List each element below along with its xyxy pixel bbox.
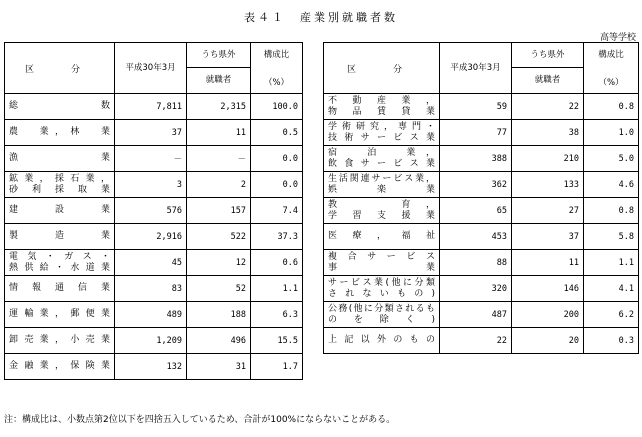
year-header: 平成30年3月 (115, 43, 187, 94)
ratio-cell: 0.3 (584, 328, 639, 354)
ratio-cell: 7.4 (251, 198, 303, 224)
industry-label (5, 94, 115, 120)
ratio-cell: 4.6 (584, 172, 639, 198)
total-cell: 83 (115, 276, 187, 302)
table-row (324, 198, 639, 224)
industry-label (324, 276, 440, 302)
right-table-body (324, 94, 639, 354)
industry-label (324, 302, 440, 328)
ratio-cell: 0.5 (251, 120, 303, 146)
total-cell: 487 (440, 302, 512, 328)
industry-label-line: 事 業 (328, 262, 435, 273)
industry-label-line: 複合サービス (328, 251, 435, 262)
outside-pref-cell: 2,315 (187, 94, 251, 120)
total-cell: 2,916 (115, 224, 187, 250)
total-cell: 59 (440, 94, 512, 120)
category-header: 区 分 (5, 43, 115, 94)
ratio-cell: 1.1 (251, 276, 303, 302)
left-table (4, 42, 303, 380)
table-row (5, 146, 303, 172)
industry-label (324, 120, 440, 146)
industry-label (324, 94, 440, 120)
right-table (323, 42, 639, 354)
table-row (5, 198, 303, 224)
outside-pref-cell: 496 (187, 328, 251, 354)
outside-pref-cell: 210 (512, 146, 584, 172)
ratio-cell: 4.1 (584, 276, 639, 302)
outside-pref-cell: 146 (512, 276, 584, 302)
total-cell: 320 (440, 276, 512, 302)
industry-label (5, 120, 115, 146)
table-row (5, 354, 303, 380)
outside-pref-header (187, 43, 251, 94)
total-cell: 3 (115, 172, 187, 198)
industry-label-line: 物品賃貸業 (328, 106, 435, 117)
ratio-cell: 6.2 (584, 302, 639, 328)
total-cell: 1,209 (115, 328, 187, 354)
category-header: 区 分 (324, 43, 440, 94)
outside-pref-cell: 22 (512, 94, 584, 120)
industry-label-line: 娯 楽 業 (328, 184, 435, 195)
industry-label-line: 金融業，保険業 (9, 361, 110, 371)
table-row (324, 94, 639, 120)
ratio-header-top: 構成比 (263, 50, 290, 60)
ratio-cell: 5.8 (584, 224, 639, 250)
industry-label (5, 276, 115, 302)
total-cell: － (115, 146, 187, 172)
outside-pref-cell: 31 (187, 354, 251, 380)
industry-label-line: 公務(他に分類されるも (328, 303, 435, 314)
industry-label-line: 学術研究，専門・ (328, 121, 435, 132)
total-cell: 576 (115, 198, 187, 224)
industry-label (324, 146, 440, 172)
table-row (324, 224, 639, 250)
outside-pref-cell: 2 (187, 172, 251, 198)
industry-label (324, 328, 440, 354)
table-row (324, 276, 639, 302)
outside-pref-cell: 188 (187, 302, 251, 328)
industry-label-line: 鉱業，採石業， (9, 173, 110, 184)
outside-pref-cell: 27 (512, 198, 584, 224)
industry-label (5, 172, 115, 198)
outside-pref-header-top: うち県外 (512, 43, 583, 68)
ratio-cell: 0.0 (251, 146, 303, 172)
table-row (324, 120, 639, 146)
industry-label-line: 宿 泊 業， (328, 147, 435, 158)
total-cell: 132 (115, 354, 187, 380)
outside-pref-cell: 200 (512, 302, 584, 328)
ratio-cell: 0.8 (584, 198, 639, 224)
industry-label-line: 飲食サービス業 (328, 158, 435, 169)
left-table-body (5, 94, 303, 380)
outside-pref-header-bottom: 就職者 (534, 75, 561, 85)
industry-label-line: 医療，福祉 (328, 231, 435, 241)
ratio-cell: 5.0 (584, 146, 639, 172)
industry-label-line: 卸売業，小売業 (9, 335, 110, 345)
total-cell: 388 (440, 146, 512, 172)
industry-label-line: 農 業，林 業 (9, 127, 110, 137)
industry-label (5, 146, 115, 172)
total-cell: 65 (440, 198, 512, 224)
table-row (5, 120, 303, 146)
table-row (5, 94, 303, 120)
industry-label-line: 総 数 (9, 101, 110, 111)
total-cell: 453 (440, 224, 512, 250)
left-header-row (5, 43, 303, 94)
ratio-cell: 1.7 (251, 354, 303, 380)
outside-pref-cell: 157 (187, 198, 251, 224)
industry-label (5, 250, 115, 276)
ratio-cell: 0.8 (584, 94, 639, 120)
table-row (324, 328, 639, 354)
industry-label (5, 198, 115, 224)
industry-label (324, 224, 440, 250)
ratio-header-top: 構成比 (598, 50, 624, 60)
industry-label-line: のを除く) (328, 314, 435, 325)
industry-label (5, 302, 115, 328)
outside-pref-header-top: うち県外 (187, 43, 250, 68)
right-header-row (324, 43, 639, 94)
table-title: 表４１ 産業別就職者数 (244, 11, 398, 24)
ratio-cell: 0.6 (251, 250, 303, 276)
industry-label-line: 熱供給・水道業 (9, 262, 110, 273)
industry-label (324, 172, 440, 198)
outside-pref-header (512, 43, 584, 94)
footnote: 注：構成比は、小数点第2位以下を四捨五入しているため、合計が100%にならないことがある。 (4, 415, 396, 425)
outside-pref-cell: 52 (187, 276, 251, 302)
ratio-header-bottom: （%） (598, 78, 624, 88)
ratio-cell: 1.0 (584, 120, 639, 146)
table-row (5, 172, 303, 198)
total-cell: 489 (115, 302, 187, 328)
industry-label-line: 生活関連サービス業， (328, 173, 435, 184)
industry-label-line: 情報通信業 (9, 283, 110, 293)
industry-label-line: 不動産業， (328, 95, 435, 106)
ratio-cell: 6.3 (251, 302, 303, 328)
ratio-header-bottom: （%） (263, 78, 290, 88)
outside-pref-cell: 11 (512, 250, 584, 276)
outside-pref-cell: 133 (512, 172, 584, 198)
industry-label-line: 運輸業，郵便業 (9, 309, 110, 319)
outside-pref-cell: 37 (512, 224, 584, 250)
industry-label-line: 教 育， (328, 199, 435, 210)
table-row (324, 250, 639, 276)
total-cell: 362 (440, 172, 512, 198)
table-row (5, 224, 303, 250)
ratio-cell: 0.0 (251, 172, 303, 198)
total-cell: 22 (440, 328, 512, 354)
industry-label (5, 354, 115, 380)
table-row (5, 302, 303, 328)
ratio-header (251, 43, 303, 94)
outside-pref-cell: 522 (187, 224, 251, 250)
outside-pref-cell: 20 (512, 328, 584, 354)
total-cell: 77 (440, 120, 512, 146)
table-row (324, 146, 639, 172)
outside-pref-cell: － (187, 146, 251, 172)
industry-label-line: 電気・ガス・ (9, 251, 110, 262)
industry-label-line: 上記以外のもの (328, 335, 435, 345)
outside-pref-header-bottom: 就職者 (205, 75, 232, 85)
year-header: 平成30年3月 (440, 43, 512, 94)
table-row (5, 250, 303, 276)
industry-label (324, 198, 440, 224)
ratio-cell: 37.3 (251, 224, 303, 250)
total-cell: 7,811 (115, 94, 187, 120)
table-row (324, 172, 639, 198)
table-row (5, 328, 303, 354)
table-row (5, 276, 303, 302)
ratio-cell: 100.0 (251, 94, 303, 120)
industry-label-line: 建 設 業 (9, 205, 110, 215)
industry-label-line: 技術サービス業 (328, 132, 435, 143)
table-row (324, 302, 639, 328)
total-cell: 45 (115, 250, 187, 276)
industry-label-line: サービス業(他に分類 (328, 277, 435, 288)
total-cell: 37 (115, 120, 187, 146)
total-cell: 88 (440, 250, 512, 276)
ratio-cell: 1.1 (584, 250, 639, 276)
outside-pref-cell: 11 (187, 120, 251, 146)
ratio-cell: 15.5 (251, 328, 303, 354)
industry-label-line: 砂利採取業 (9, 184, 110, 195)
industry-label (324, 250, 440, 276)
industry-label (5, 328, 115, 354)
industry-label-line: 漁 業 (9, 153, 110, 163)
industry-label-line: 製 造 業 (9, 231, 110, 241)
industry-label (5, 224, 115, 250)
industry-label-line: されないもの) (328, 288, 435, 299)
outside-pref-cell: 12 (187, 250, 251, 276)
school-type-label: 高等学校 (599, 33, 636, 43)
outside-pref-cell: 38 (512, 120, 584, 146)
ratio-header (584, 43, 639, 94)
industry-label-line: 学習支援業 (328, 210, 435, 221)
